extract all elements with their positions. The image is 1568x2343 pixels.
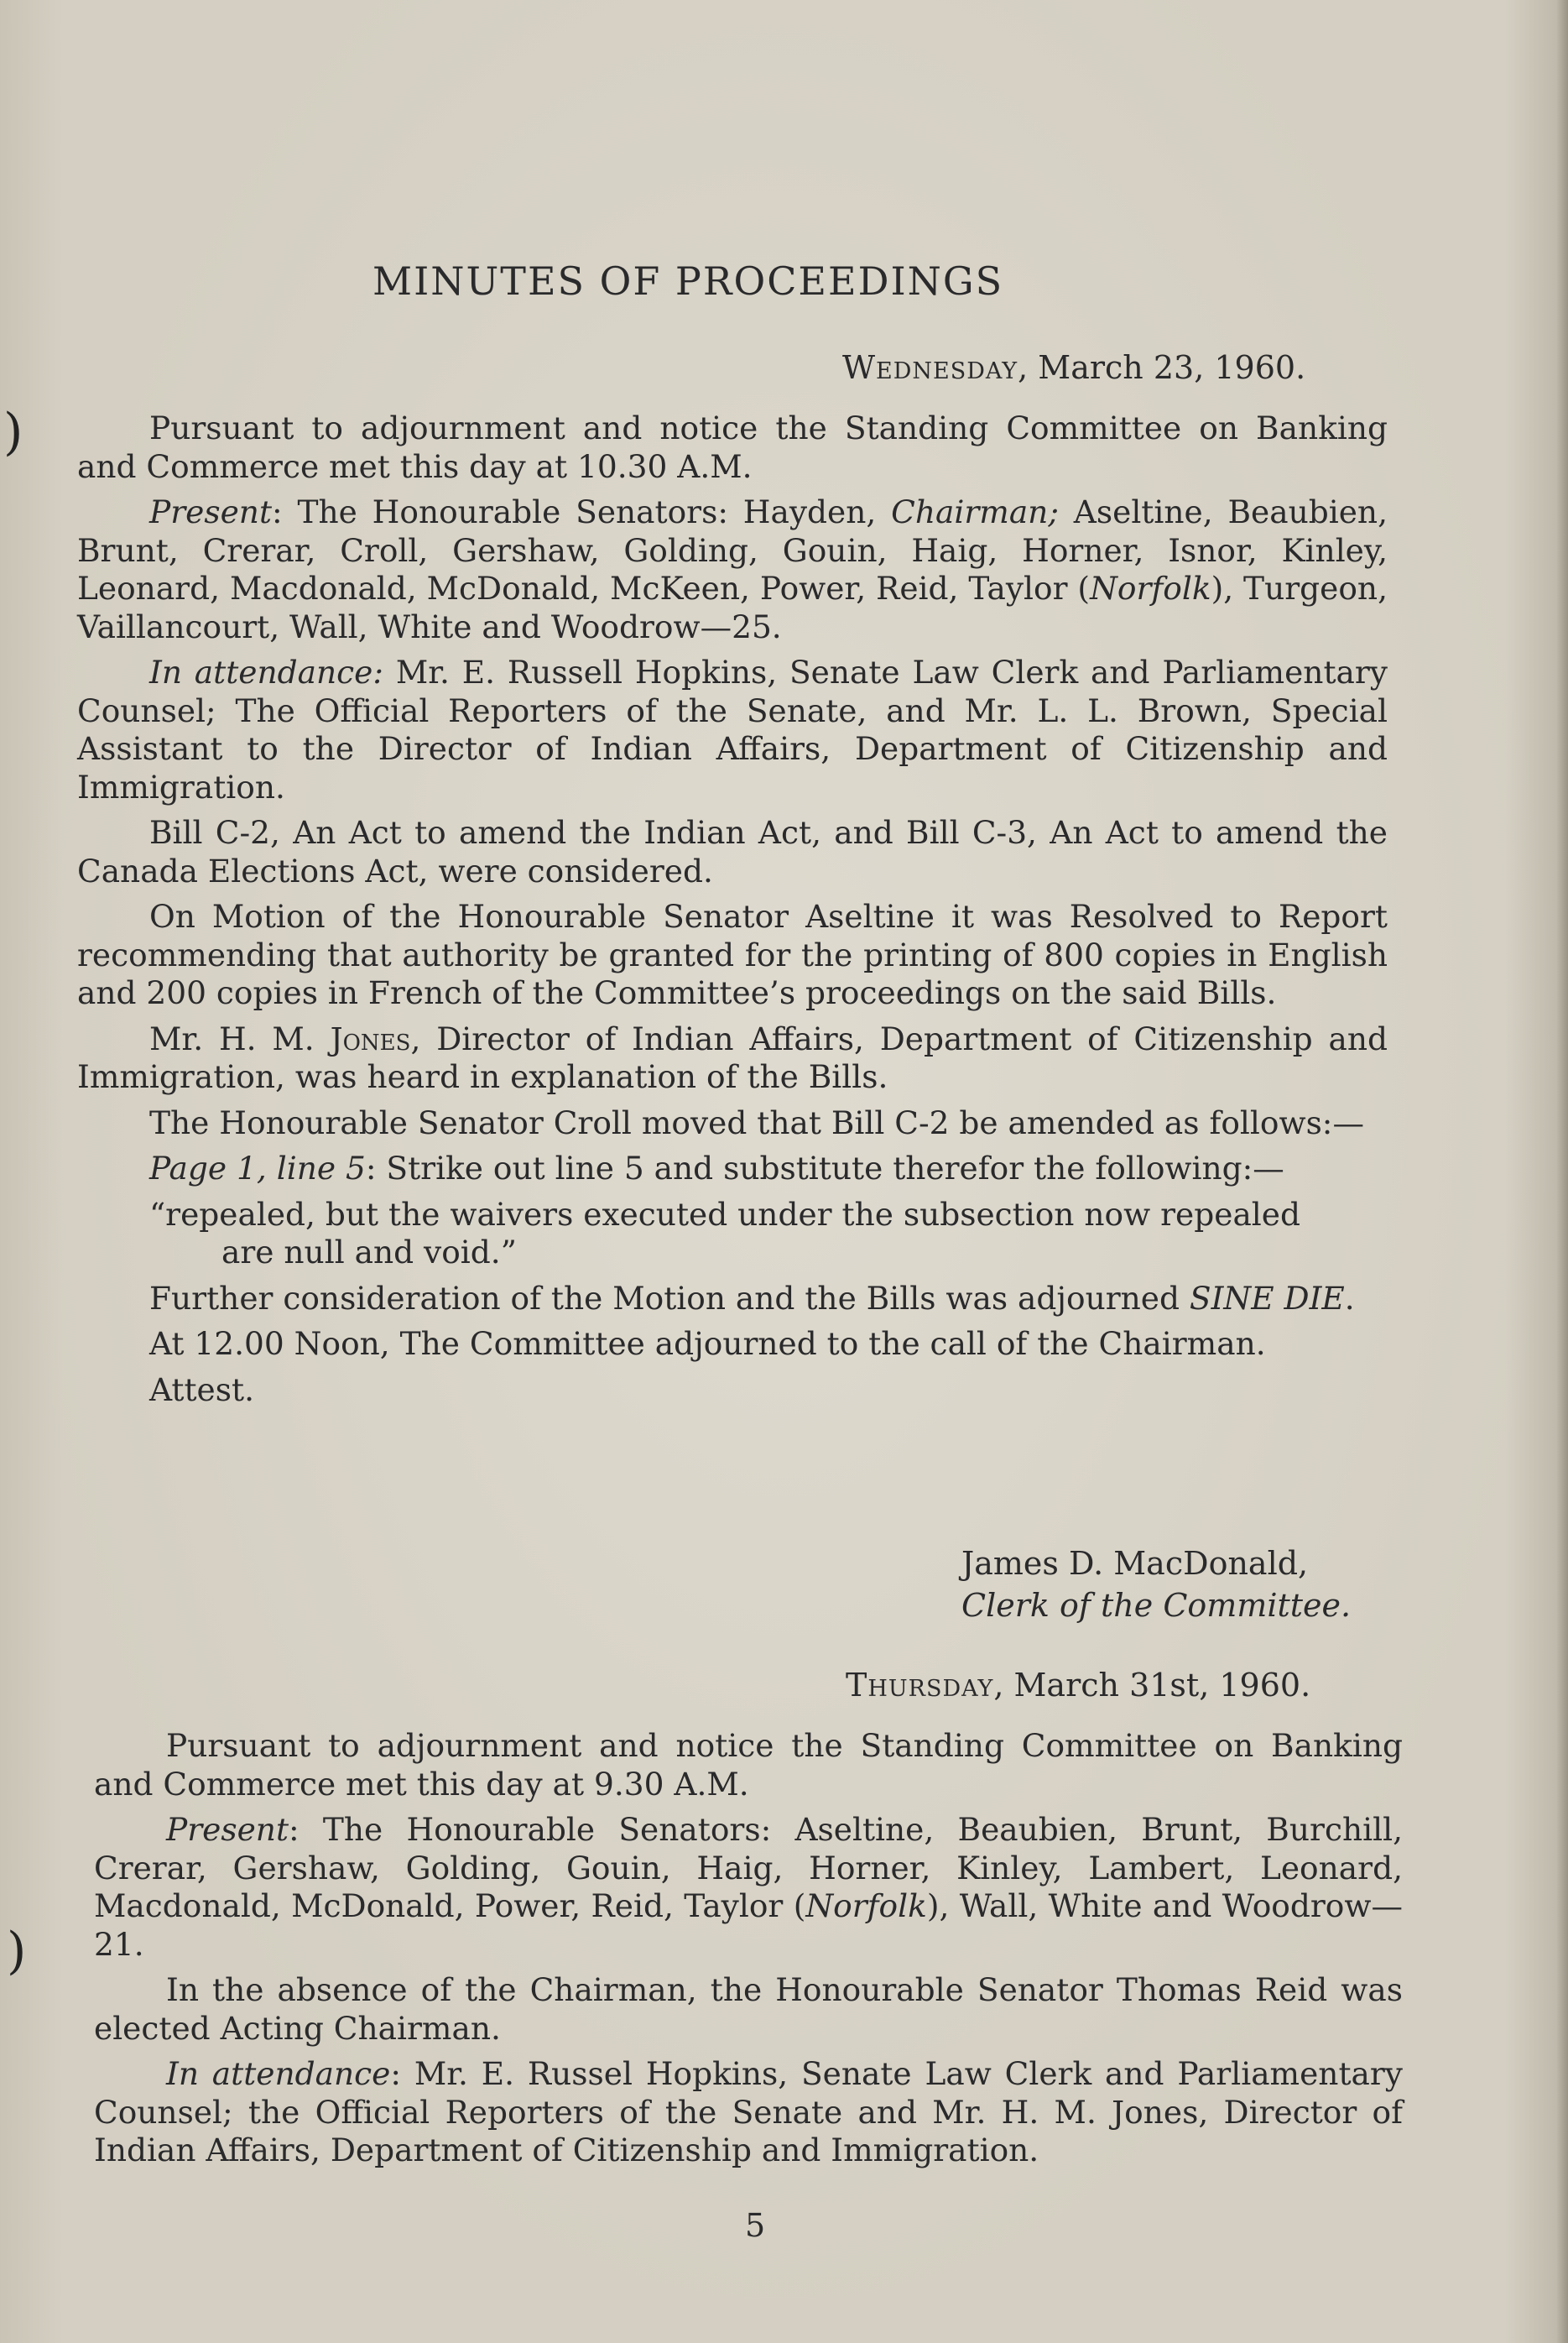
session2-body [94, 1727, 1403, 2178]
present-text-b: Aseltine, Beaubien, Brunt, Crerar, Croll, Gershaw, Golding, Gouin, Haig, Horner, Isnor, Kinley, Leonard, Macdonald, McDonald, McKeen, Power, Reid, Taylor ( [77, 493, 1388, 607]
present-text-c: ), Turgeon, Vaillancourt, Wall, White and Woodrow—25. [77, 570, 1388, 645]
quote-line-2: are null and void.” [221, 1234, 517, 1271]
session-date-wednesday [842, 349, 1305, 386]
page-edge-shadow [1556, 0, 1568, 2343]
norfolk-label: Norfolk [805, 1887, 927, 1924]
present-text-a: : The Honourable Senators: Hayden, [272, 493, 892, 530]
further-end: . [1344, 1279, 1355, 1317]
page-number: 5 [745, 2207, 766, 2244]
opening-paragraph: Pursuant to adjournment and notice the Standing Committee on Banking and Commerce met this day at 9.30 A.M. [94, 1727, 1403, 1803]
present-label: Present [166, 1811, 289, 1848]
present-text-a: : The Honourable Senators: Aseltine, Beaubien, Brunt, Burchill, Crerar, Gershaw, Golding, Gouin, Haig, Horner, Kinley, Lambert, Leonard, Macdonald, McDonald, Power, Reid, Taylor ( [94, 1811, 1403, 1924]
bills-paragraph: Bill C-2, An Act to amend the Indian Act, and Bill C-3, An Act to amend the Canada Elections Act, were considered. [77, 814, 1388, 890]
present-label: Present [149, 493, 273, 530]
date-text: , March 31st, 1960. [993, 1667, 1311, 1704]
page-line-text: : Strike out line 5 and substitute therefor the following:— [365, 1150, 1284, 1187]
weekday: Thursday [846, 1667, 994, 1704]
jones-paragraph [77, 1020, 1388, 1097]
page-title: MINUTES OF PROCEEDINGS [372, 258, 1004, 304]
absence-paragraph: In the absence of the Chairman, the Honourable Senator Thomas Reid was elected Acting Chairman. [94, 1971, 1403, 2047]
attendance-paragraph [77, 654, 1388, 806]
present-paragraph [94, 1811, 1403, 1964]
croll-paragraph: The Honourable Senator Croll moved that Bill C-2 be amended as follows:— [149, 1104, 1364, 1141]
motion-paragraph: On Motion of the Honourable Senator Aseltine it was Resolved to Report recommending that authority be granted for the printing of 800 copies in English and 200 copies in French of the Committee’s proceedings on the said Bills. [77, 898, 1388, 1011]
noon-paragraph: At 12.00 Noon, The Committee adjourned to the call of the Chairman. [149, 1325, 1266, 1362]
further-paragraph [77, 1280, 1388, 1318]
attendance-label: In attendance: [149, 654, 383, 691]
signer-name: James D. MacDonald, [961, 1545, 1309, 1582]
amendment-quote [77, 1196, 1388, 1272]
jones-name: Jones [330, 1020, 411, 1057]
jones-post: , Director of Indian Affairs, Department of Citizenship and Immigration, was heard in explanation of the Bills. [77, 1020, 1388, 1095]
signature-block [961, 1542, 1351, 1626]
attendance-text: : Mr. E. Russel Hopkins, Senate Law Clerk and Parliamentary Counsel; the Official Reporters of the Senate and Mr. H. M. Jones, Director of Indian Affairs, Department of Citizenship and Immigration. [94, 2055, 1403, 2168]
norfolk-label: Norfolk [1090, 570, 1211, 607]
margin-bracket-mark: ) [3, 403, 23, 462]
present-text-b: ), Wall, White and Woodrow—21. [94, 1887, 1403, 1963]
session-date-thursday [846, 1667, 1310, 1704]
amendment-paragraph [77, 1150, 1388, 1188]
opening-paragraph: Pursuant to adjournment and notice the Standing Committee on Banking and Commerce met this day at 10.30 A.M. [77, 410, 1388, 485]
attest-paragraph: Attest. [149, 1370, 254, 1408]
session1-body [77, 410, 1388, 1417]
weekday: Wednesday [842, 349, 1018, 386]
attendance-label: In attendance [166, 2055, 391, 2092]
present-paragraph [77, 493, 1388, 646]
sine-die: SINE DIE [1189, 1279, 1345, 1317]
page-line-label: Page 1, line 5 [149, 1150, 366, 1187]
chairman-label: Chairman; [891, 493, 1059, 530]
attendance-paragraph [94, 2055, 1403, 2170]
signer-title: Clerk of the Committee. [961, 1587, 1352, 1624]
date-text: , March 23, 1960. [1018, 349, 1306, 386]
quote-line-1: “repealed, but the waivers executed under the subsection now repealed [149, 1195, 1300, 1233]
attendance-text: Mr. E. Russell Hopkins, Senate Law Clerk and Parliamentary Counsel; The Official Reporters of the Senate, and Mr. L. L. Brown, Special Assistant to the Director of Indian Affairs, Department of Citizenship and Immigration. [77, 654, 1388, 806]
jones-pre: Mr. H. M. [149, 1020, 331, 1057]
margin-bracket-mark: ) [7, 1922, 27, 1980]
further-text: Further consideration of the Motion and the Bills was adjourned [149, 1279, 1190, 1317]
